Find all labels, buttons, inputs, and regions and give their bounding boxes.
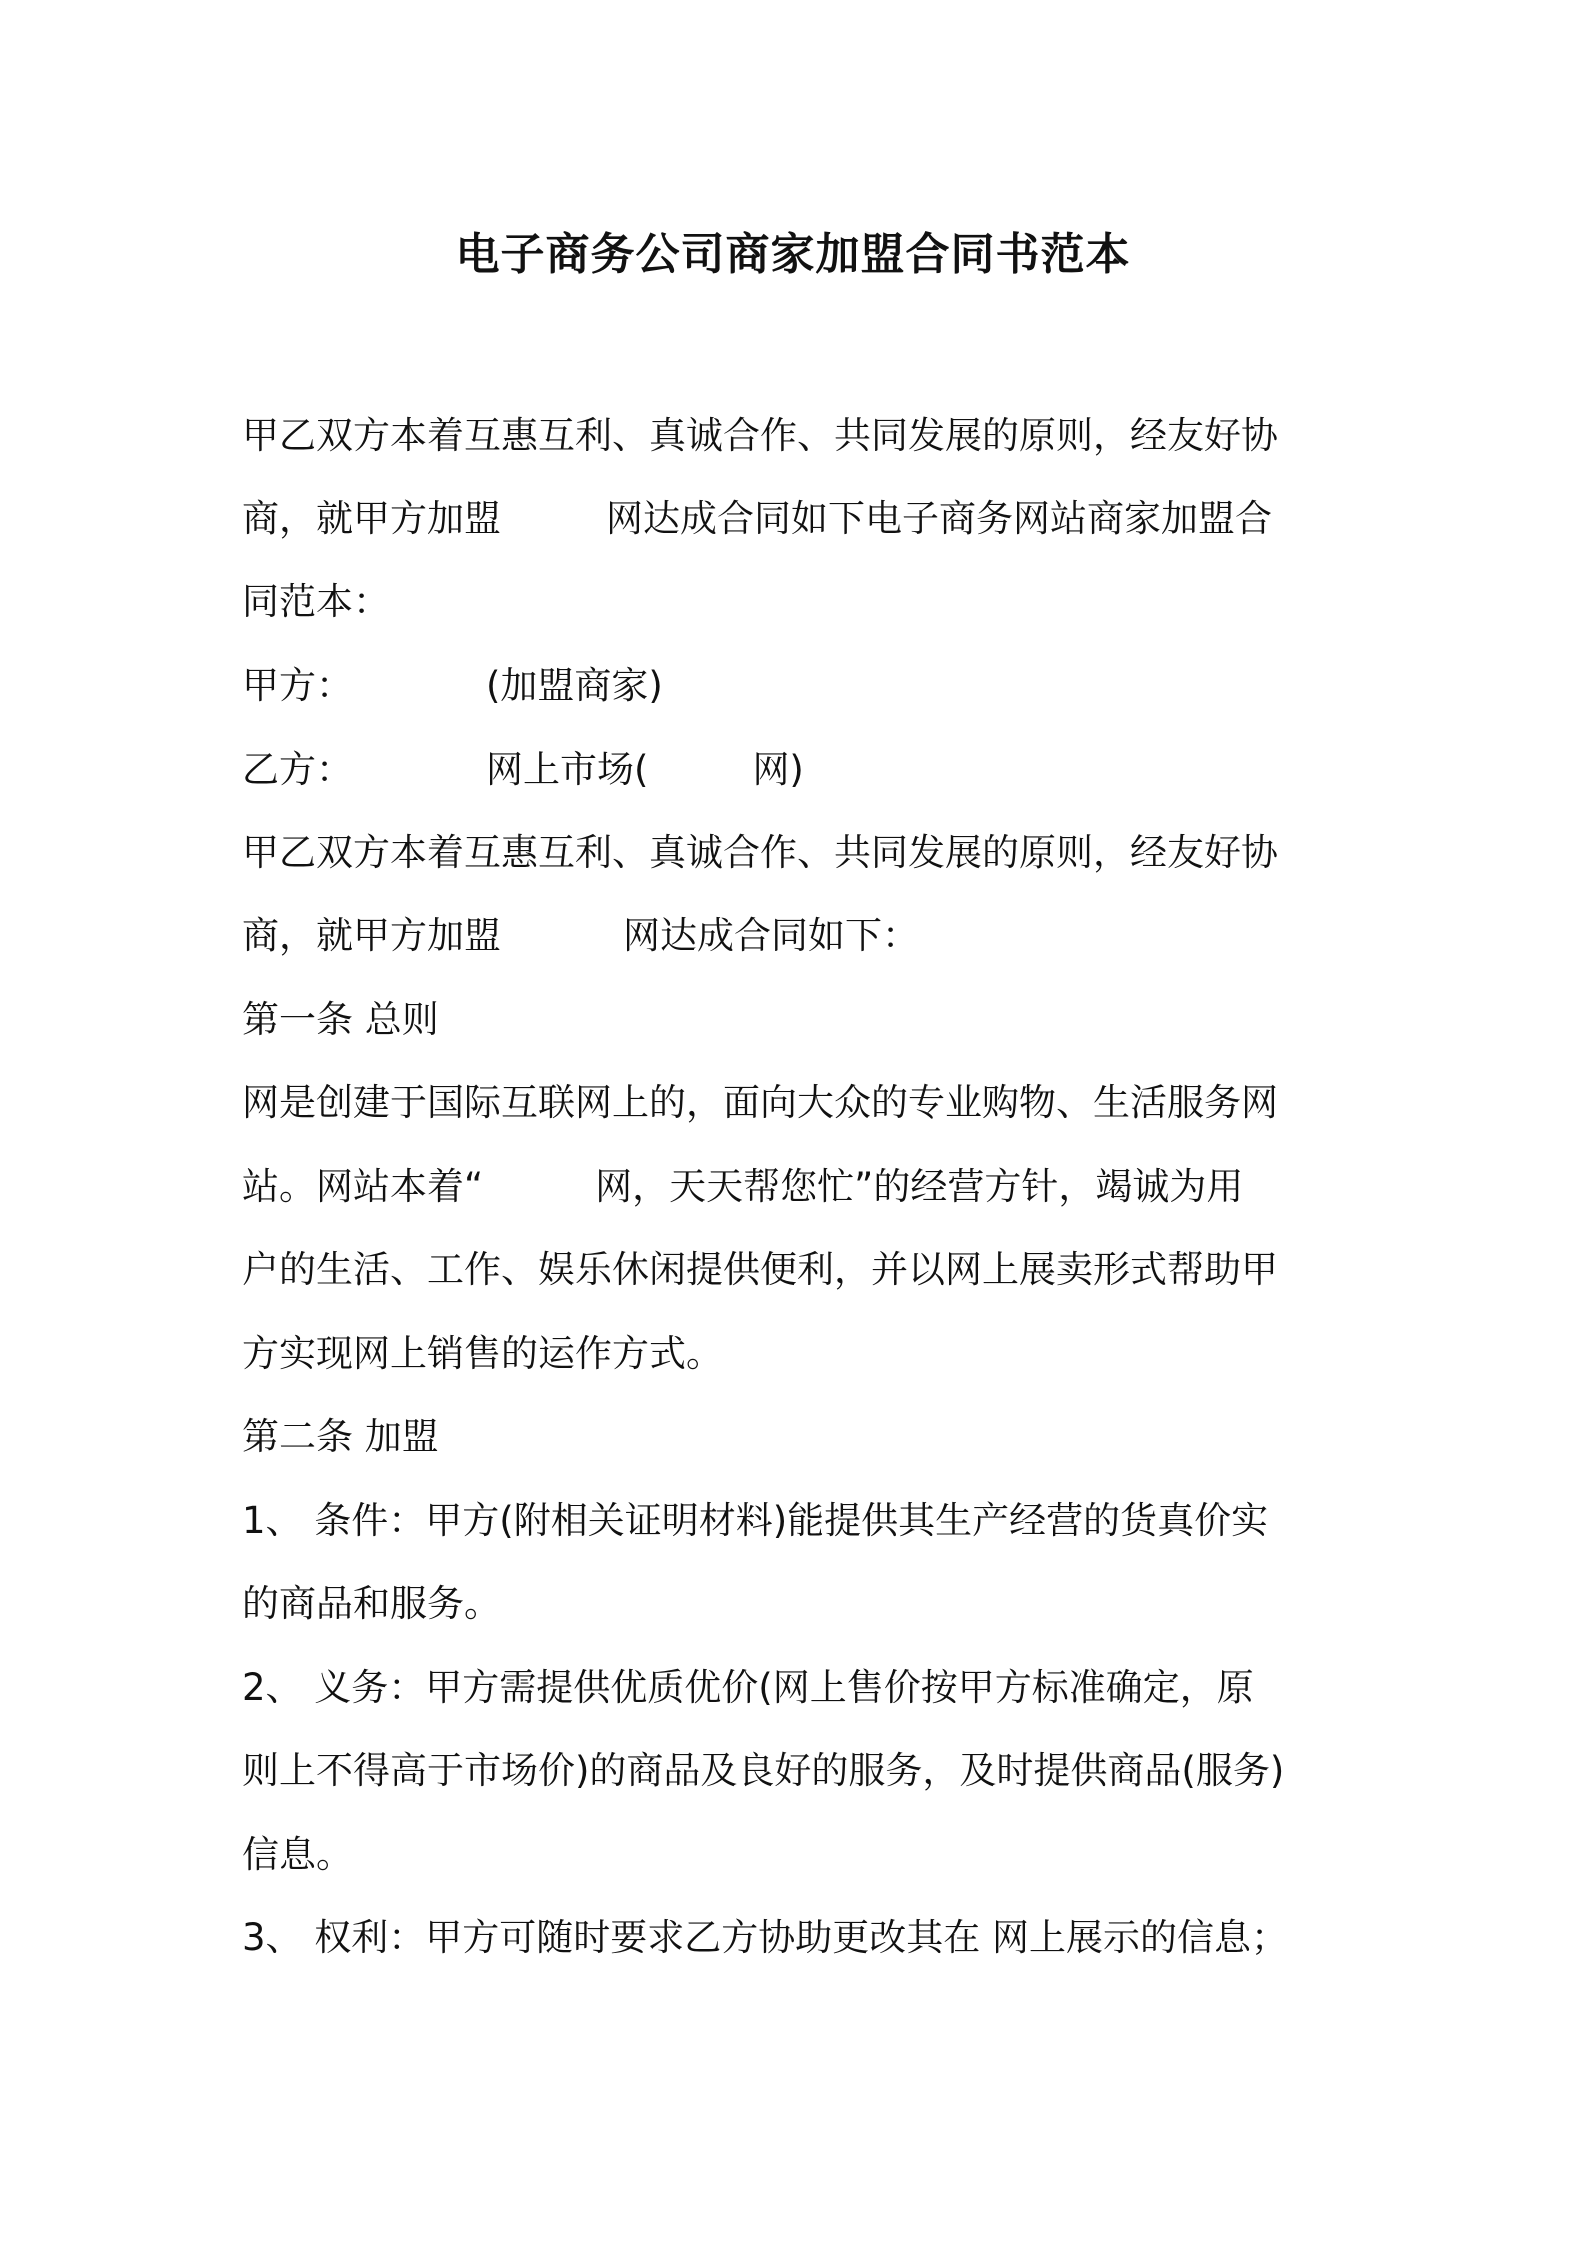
party-b-value-end: 网) — [752, 748, 804, 791]
list-item-continuation: 则上不得高于市场价)的商品及良好的服务，及时提供商品(服务) — [242, 1749, 1285, 1792]
paragraph-line: 方实现网上销售的运作方式。 — [242, 1332, 723, 1375]
paragraph-line: 网是创建于国际互联网上的，面向大众的专业购物、生活服务网 — [242, 1081, 1278, 1124]
paragraph-line — [242, 912, 919, 960]
article-heading: 第一条 总则 — [242, 998, 439, 1041]
paragraph-line — [242, 495, 1272, 543]
paragraph-line — [242, 1163, 1243, 1211]
party-b-label: 乙方： — [242, 748, 353, 791]
list-item: 3、 权利：甲方可随时要求乙方协助更改其在 网上展示的信息； — [242, 1916, 1289, 1959]
party-a-value: (加盟商家) — [486, 664, 663, 707]
list-item: 2、 义务：甲方需提供优质优价(网上售价按甲方标准确定，原 — [242, 1666, 1254, 1709]
paragraph-line: 户的生活、工作、娱乐休闲提供便利，并以网上展卖形式帮助甲 — [242, 1248, 1278, 1291]
party-a-line — [242, 662, 663, 710]
article-heading: 第二条 加盟 — [242, 1415, 439, 1458]
paragraph-line: 同范本： — [242, 580, 390, 623]
document-title: 电子商务公司商家加盟合同书范本 — [455, 229, 1131, 280]
line-segment: 网达成合同如下： — [623, 914, 919, 957]
list-item-continuation: 信息。 — [242, 1833, 353, 1876]
line-segment: 商，就甲方加盟 — [242, 497, 501, 540]
list-item: 1、 条件：甲方(附相关证明材料)能提供其生产经营的货真价实 — [242, 1499, 1269, 1542]
list-item-continuation: 的商品和服务。 — [242, 1582, 501, 1625]
line-segment: 商，就甲方加盟 — [242, 914, 501, 957]
line-segment: 网，天天帮您忙”的经营方针，竭诚为用 — [595, 1165, 1244, 1208]
paragraph-line: 甲乙双方本着互惠互利、真诚合作、共同发展的原则，经友好协 — [242, 414, 1278, 457]
line-segment: 网达成合同如下电子商务网站商家加盟合 — [606, 497, 1272, 540]
party-b-value: 网上市场( — [486, 748, 649, 791]
paragraph-line: 甲乙双方本着互惠互利、真诚合作、共同发展的原则，经友好协 — [242, 831, 1278, 874]
party-b-line — [242, 746, 804, 794]
line-segment: 站。网站本着“ — [242, 1165, 484, 1208]
party-a-label: 甲方： — [242, 664, 353, 707]
